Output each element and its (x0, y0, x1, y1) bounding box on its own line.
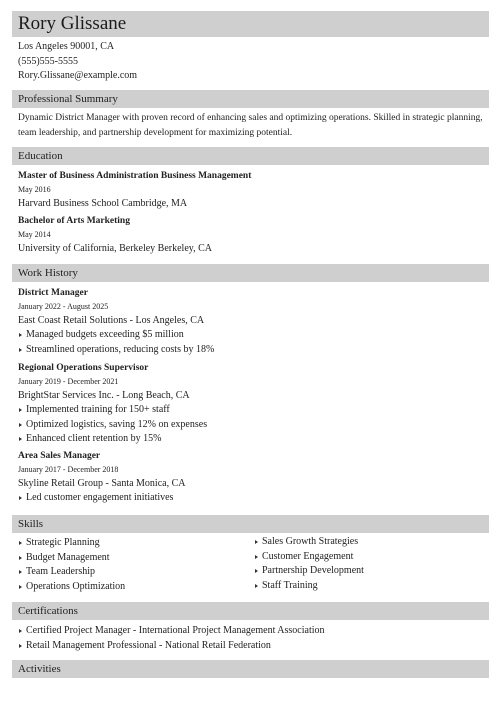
work-entry (18, 449, 486, 506)
certification-item: Retail Management Professional - National Retail Federation (18, 639, 486, 654)
education-date: May 2014 (18, 230, 51, 239)
certifications-list (18, 624, 486, 653)
education-degree: Bachelor of Arts Marketing (18, 216, 130, 226)
education-entry (18, 214, 486, 256)
candidate-name: Rory Glissane (12, 11, 489, 37)
job-bullets (18, 328, 486, 357)
job-bullet: Implemented training for 150+ staff (18, 403, 486, 418)
education-degree: Master of Business Administration Business Management (18, 171, 252, 181)
section-header-education: Education (12, 147, 489, 165)
job-bullet: Enhanced client retention by 15% (18, 432, 486, 447)
skill-item: Partnership Development (254, 564, 484, 579)
contact-address: Los Angeles 90001, CA (18, 41, 115, 52)
skills-left-column (18, 536, 248, 594)
job-company: Skyline Retail Group - Santa Monica, CA (18, 478, 186, 489)
skill-item: Staff Training (254, 579, 484, 594)
skill-item: Operations Optimization (18, 580, 248, 595)
job-bullets (18, 403, 486, 447)
job-bullet: Led customer engagement initiatives (18, 491, 486, 506)
section-header-activities: Activities (12, 660, 489, 678)
section-header-skills: Skills (12, 515, 489, 533)
summary-text: Dynamic District Manager with proven record of enhancing sales and optimizing operations. Skilled in strategic planning, team leadership, and partnership development for maximizing potential. (18, 113, 483, 138)
job-bullet: Optimized logistics, saving 12% on expenses (18, 418, 486, 433)
education-school: Harvard Business School Cambridge, MA (18, 198, 188, 209)
skill-item: Budget Management (18, 551, 248, 566)
job-dates: January 2019 - December 2021 (18, 377, 119, 386)
education-school: University of California, Berkeley Berkeley, CA (18, 243, 213, 254)
education-date: May 2016 (18, 185, 51, 194)
contact-info (18, 40, 137, 84)
job-title: District Manager (18, 288, 88, 298)
skill-item: Team Leadership (18, 565, 248, 580)
job-company: East Coast Retail Solutions - Los Angeles, CA (18, 315, 205, 326)
work-entry (18, 361, 486, 447)
section-header-summary: Professional Summary (12, 90, 489, 108)
certification-item: Certified Project Manager - International Project Management Association (18, 624, 486, 639)
section-header-certifications: Certifications (12, 602, 489, 620)
skill-item: Strategic Planning (18, 536, 248, 551)
skill-item: Customer Engagement (254, 550, 484, 565)
section-header-work-history: Work History (12, 264, 489, 282)
education-entry (18, 169, 486, 211)
contact-phone: (555)555-5555 (18, 55, 78, 67)
job-title: Area Sales Manager (18, 451, 101, 461)
job-dates: January 2017 - December 2018 (18, 465, 119, 474)
job-bullets (18, 491, 486, 506)
job-title: Regional Operations Supervisor (18, 363, 149, 373)
job-bullet: Streamlined operations, reducing costs by 18% (18, 343, 486, 358)
skills-right-column (254, 536, 484, 593)
contact-email: Rory.Glissane@example.com (18, 70, 138, 81)
job-dates: January 2022 - August 2025 (18, 302, 109, 311)
job-company: BrightStar Services Inc. - Long Beach, CA (18, 390, 190, 401)
skill-item: Sales Growth Strategies (254, 535, 484, 550)
job-bullet: Managed budgets exceeding $5 million (18, 328, 486, 343)
work-entry (18, 286, 486, 357)
